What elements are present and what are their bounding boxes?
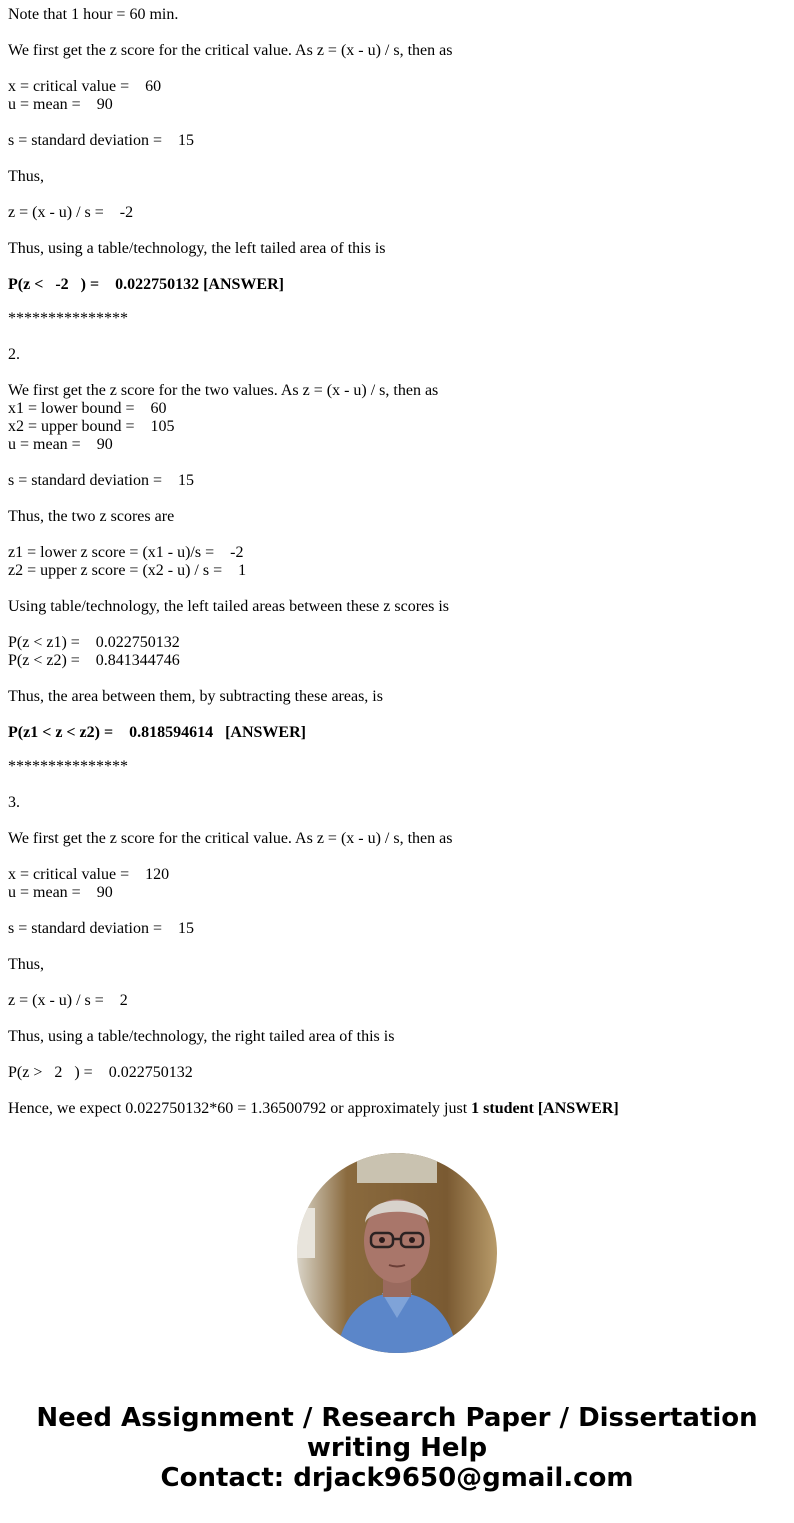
part2-number: 2. bbox=[8, 346, 20, 363]
part1-answer: P(z < -2 ) = 0.022750132 [ANSWER] bbox=[8, 276, 284, 293]
part3-expect-answer: 1 student [ANSWER] bbox=[471, 1100, 619, 1117]
part3-x-line: x = critical value = 120 bbox=[8, 866, 170, 883]
solution-document bbox=[8, 6, 788, 1118]
part3-expectation bbox=[8, 1100, 788, 1118]
part2-z1-line: z1 = lower z score = (x1 - u)/s = -2 bbox=[8, 544, 244, 561]
part1-z-line: z = (x - u) / s = -2 bbox=[8, 204, 134, 221]
part2-s-line: s = standard deviation = 15 bbox=[8, 472, 195, 489]
cta-line-3: Contact: drjack9650@gmail.com bbox=[160, 1463, 634, 1493]
part3-number: 3. bbox=[8, 794, 20, 811]
part1-x-line: x = critical value = 60 bbox=[8, 78, 162, 95]
part1-area-text: Thus, using a table/technology, the left tailed area of this is bbox=[8, 240, 386, 257]
part3-u-line: u = mean = 90 bbox=[8, 884, 113, 901]
part2-answer: P(z1 < z < z2) = 0.818594614 [ANSWER] bbox=[8, 724, 306, 741]
author-photo bbox=[297, 1153, 497, 1353]
part3-p-line: P(z > 2 ) = 0.022750132 bbox=[8, 1064, 193, 1081]
part1-u-line: u = mean = 90 bbox=[8, 96, 113, 113]
part2-area-text: Using table/technology, the left tailed areas between these z scores is bbox=[8, 598, 450, 615]
part3-s-line: s = standard deviation = 15 bbox=[8, 920, 195, 937]
part3-expect-text: Hence, we expect 0.022750132*60 = 1.36500792 or approximately just bbox=[8, 1100, 472, 1117]
part2-x1-line: x1 = lower bound = 60 bbox=[8, 400, 167, 417]
part2-z2-line: z2 = upper z score = (x2 - u) / s = 1 bbox=[8, 562, 247, 579]
part3-area-text: Thus, using a table/technology, the right tailed area of this is bbox=[8, 1028, 395, 1045]
part2-u-line: u = mean = 90 bbox=[8, 436, 113, 453]
part1-thus: Thus, bbox=[8, 168, 44, 185]
part1-s-line: s = standard deviation = 15 bbox=[8, 132, 195, 149]
cta-line-1: Need Assignment / Research Paper / Dissertation bbox=[36, 1403, 758, 1433]
part1-intro: We first get the z score for the critical value. As z = (x - u) / s, then as bbox=[8, 42, 453, 59]
part3-intro: We first get the z score for the critical value. As z = (x - u) / s, then as bbox=[8, 830, 453, 847]
part2-p2-line: P(z < z2) = 0.841344746 bbox=[8, 652, 180, 669]
separator-2: *************** bbox=[8, 758, 128, 775]
part2-p1-line: P(z < z1) = 0.022750132 bbox=[8, 634, 180, 651]
part2-x2-line: x2 = upper bound = 105 bbox=[8, 418, 175, 435]
part2-two-z: Thus, the two z scores are bbox=[8, 508, 175, 525]
separator-1: *************** bbox=[8, 310, 128, 327]
author-photo-art bbox=[297, 1153, 497, 1353]
part3-thus: Thus, bbox=[8, 956, 44, 973]
part3-z-line: z = (x - u) / s = 2 bbox=[8, 992, 128, 1009]
part2-intro: We first get the z score for the two values. As z = (x - u) / s, then as bbox=[8, 382, 439, 399]
contact-banner bbox=[0, 1403, 794, 1493]
part2-between: Thus, the area between them, by subtracting these areas, is bbox=[8, 688, 383, 705]
cta-line-2: writing Help bbox=[306, 1433, 488, 1463]
note-text: Note that 1 hour = 60 min. bbox=[8, 6, 179, 23]
